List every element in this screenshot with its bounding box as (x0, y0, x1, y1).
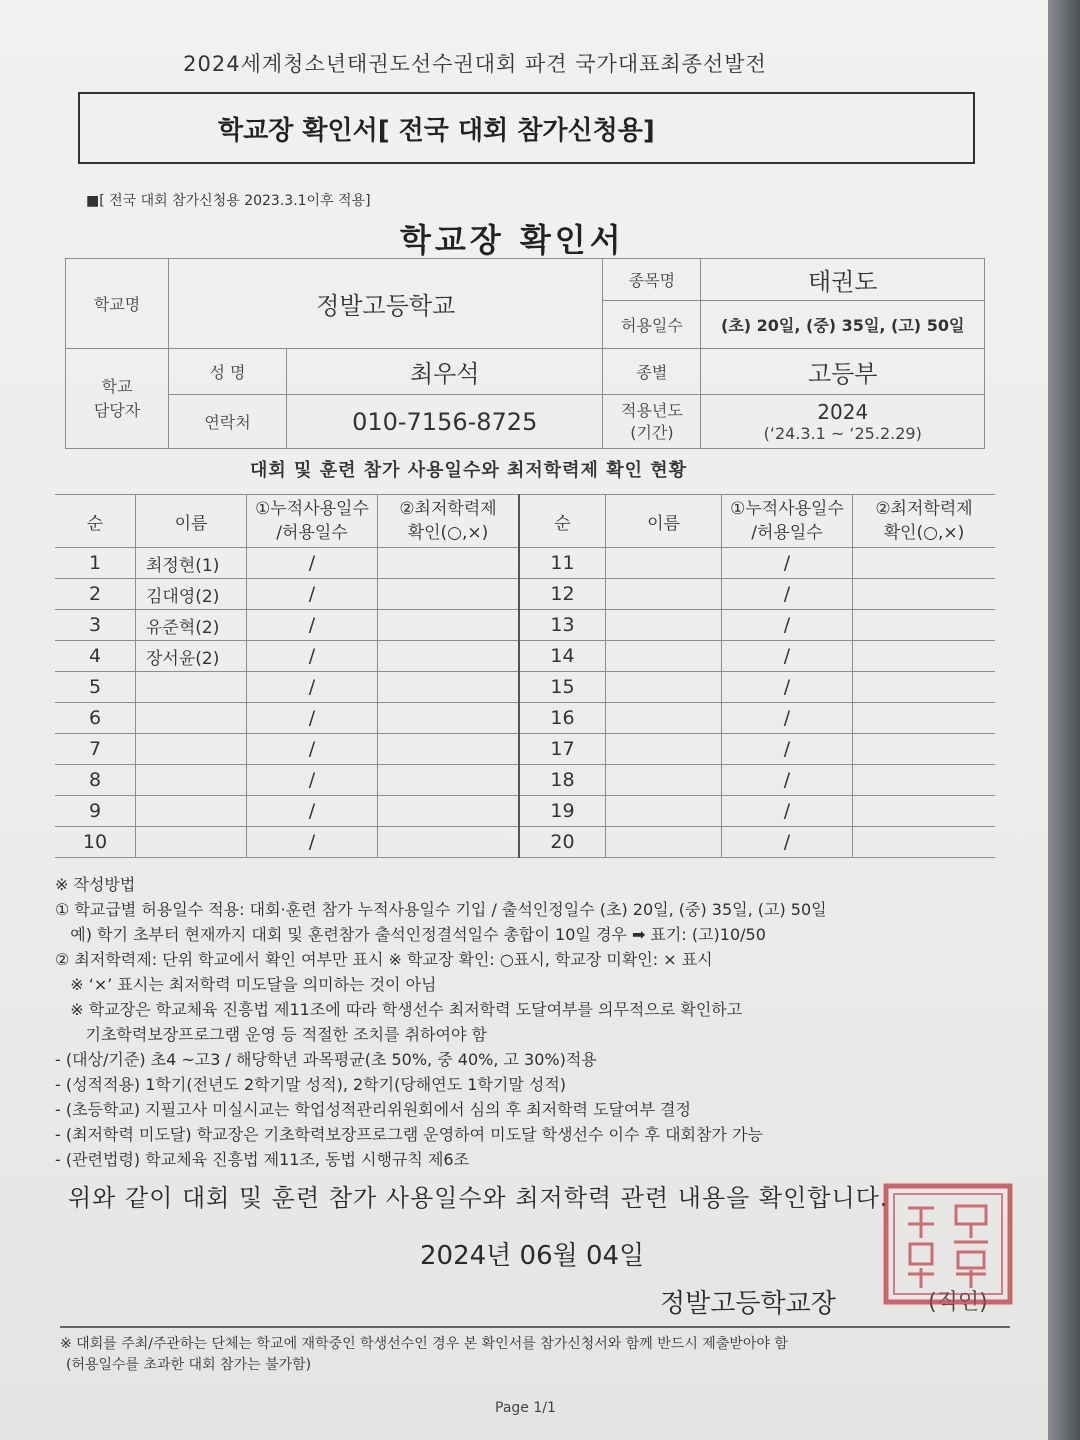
instruction-line: 기초학력보장프로그램 운영 등 적절한 조치를 취하여야 함 (55, 1025, 487, 1044)
document-title: 학교장 확인서 (400, 221, 625, 259)
manager-label: 학교 담당자 (66, 349, 169, 449)
row-confirm-right (853, 548, 996, 579)
header-confirm-right: ②최저학력제 확인(○,×) (853, 495, 996, 548)
row-no-right: 11 (519, 548, 606, 579)
allowed-days-label: 허용일수 (603, 301, 701, 349)
school-name-value: 정발고등학교 (169, 259, 603, 349)
footer-note (60, 1326, 1010, 1376)
row-days-right: / (722, 703, 853, 734)
row-confirm-right (853, 734, 996, 765)
participation-table (55, 494, 995, 858)
applicability-note: ■[ 전국 대회 참가신청용 2023.3.1이후 적용] (86, 193, 371, 209)
row-no-left: 2 (55, 579, 136, 610)
instruction-line: 예) 학기 초부터 현재까지 대회 및 훈련참가 출석인정결석일수 총합이 10일 경우 ➡ 표기: (고)10/50 (55, 925, 766, 944)
header-confirm-left: ②최저학력제 확인(○,×) (378, 495, 520, 548)
instruction-line: ※ ‘×’ 표시는 최저학력 미도달을 의미하는 것이 아님 (55, 975, 437, 994)
row-days-right: / (722, 548, 853, 579)
instructions-block (55, 872, 985, 1172)
instruction-line: ※ 학교장은 학교체육 진흥법 제11조에 따라 학생선수 최저학력 도달여부를 의무적으로 확인하고 (55, 1000, 743, 1019)
row-no-right: 12 (519, 579, 606, 610)
row-confirm-left (378, 827, 520, 858)
row-name-left (136, 765, 247, 796)
row-days-left: / (247, 672, 378, 703)
row-no-left: 8 (55, 765, 136, 796)
instruction-line: ※ 작성방법 (55, 875, 136, 894)
row-days-right: / (722, 734, 853, 765)
row-no-left: 7 (55, 734, 136, 765)
row-days-right: / (722, 827, 853, 858)
row-no-left: 6 (55, 703, 136, 734)
row-no-right: 15 (519, 672, 606, 703)
row-name-left (136, 734, 247, 765)
row-days-left: / (247, 579, 378, 610)
instruction-line: - (초등학교) 지필고사 미실시교는 학업성적관리위원회에서 심의 후 최저학력 도달여부 결정 (55, 1100, 691, 1119)
table-row (55, 827, 995, 858)
row-confirm-left (378, 703, 520, 734)
row-days-right: / (722, 765, 853, 796)
row-days-left: / (247, 827, 378, 858)
row-confirm-left (378, 579, 520, 610)
row-no-left: 4 (55, 641, 136, 672)
division-label: 종별 (603, 349, 701, 395)
row-name-left: 유준혁(2) (136, 610, 247, 641)
row-confirm-right (853, 703, 996, 734)
table-row (55, 734, 995, 765)
row-name-left (136, 703, 247, 734)
school-info-table (65, 258, 985, 449)
header-name-left: 이름 (136, 495, 247, 548)
table-row (55, 579, 995, 610)
row-days-left: / (247, 796, 378, 827)
instruction-line: - (성적적용) 1학기(전년도 2학기말 성적), 2학기(당해연도 1학기말 성적) (55, 1075, 567, 1094)
table-row (55, 672, 995, 703)
instruction-line: - (최저학력 미도달) 학교장은 기초학력보장프로그램 운영하여 미도달 학생선수 이수 후 대회참가 가능 (55, 1125, 763, 1144)
table-row (55, 765, 995, 796)
row-name-left (136, 827, 247, 858)
row-days-left: / (247, 703, 378, 734)
row-name-right (606, 827, 722, 858)
competition-title: 2024세계청소년태권도선수권대회 파견 국가대표최종선발전 (183, 52, 767, 76)
official-seal-stamp (878, 1180, 1018, 1308)
row-confirm-left (378, 796, 520, 827)
row-no-left: 10 (55, 827, 136, 858)
row-no-left: 1 (55, 548, 136, 579)
instruction-line: ① 학교급별 허용일수 적용: 대회·훈련 참가 누적사용일수 기입 / 출석인정일수 (초) 20일, (중) 35일, (고) 50일 (55, 900, 827, 919)
row-confirm-right (853, 641, 996, 672)
row-name-right (606, 703, 722, 734)
banner-title: 학교장 확인서[ 전국 대회 참가신청용] (218, 116, 655, 146)
row-name-left (136, 672, 247, 703)
header-no-left: 순 (55, 495, 136, 548)
row-confirm-left (378, 641, 520, 672)
table-body (55, 548, 995, 858)
header-days-left: ①누적사용일수 /허용일수 (247, 495, 378, 548)
year-cell (701, 395, 985, 449)
manager-name-value: 최우석 (287, 349, 603, 395)
row-name-right (606, 610, 722, 641)
row-no-right: 18 (519, 765, 606, 796)
year-label: 적용년도 (기간) (603, 395, 701, 449)
seal-label: (직인) (928, 1290, 988, 1315)
row-name-right (606, 641, 722, 672)
allowed-days-value: (초) 20일, (중) 35일, (고) 50일 (701, 301, 985, 349)
page-number: Page 1/1 (495, 1400, 556, 1416)
footer-line: ※ 대회를 주최/주관하는 단체는 학교에 재학중인 학생선수인 경우 본 확인서를 참가신청서와 함께 반드시 제출받아야 함 (60, 1336, 788, 1352)
instruction-line: - (관련법령) 학교체육 진흥법 제11조, 동법 시행규칙 제6조 (55, 1150, 470, 1169)
status-title: 대회 및 훈련 참가 사용일수와 최저학력제 확인 현황 (250, 460, 688, 481)
row-name-right (606, 672, 722, 703)
contact-label: 연락처 (169, 395, 287, 449)
row-confirm-left (378, 765, 520, 796)
row-days-left: / (247, 734, 378, 765)
row-name-right (606, 765, 722, 796)
table-row (55, 641, 995, 672)
row-days-left: / (247, 548, 378, 579)
period-value: (‘24.3.1 ~ ‘25.2.29) (763, 424, 922, 443)
row-name-left: 김대영(2) (136, 579, 247, 610)
row-no-right: 16 (519, 703, 606, 734)
row-no-right: 17 (519, 734, 606, 765)
row-no-left: 5 (55, 672, 136, 703)
instruction-line: ② 최저학력제: 단위 학교에서 확인 여부만 표시 ※ 학교장 확인: ○표시, 학교장 미확인: × 표시 (55, 950, 713, 969)
table-row (55, 796, 995, 827)
row-no-right: 13 (519, 610, 606, 641)
instruction-line: - (대상/기준) 초4 ~고3 / 해당학년 과목평균(초 50%, 중 40%, 고 30%)적용 (55, 1050, 597, 1069)
row-confirm-right (853, 672, 996, 703)
table-row (55, 610, 995, 641)
row-days-left: / (247, 765, 378, 796)
row-days-left: / (247, 610, 378, 641)
row-name-left (136, 796, 247, 827)
footer-line: (허용일수를 초과한 대회 참가는 불가함) (66, 1357, 312, 1373)
table-header-row (55, 495, 995, 548)
row-no-left: 9 (55, 796, 136, 827)
row-days-left: / (247, 641, 378, 672)
row-name-right (606, 548, 722, 579)
principal-name: 정발고등학교장 (660, 1289, 836, 1319)
row-confirm-right (853, 827, 996, 858)
row-confirm-right (853, 796, 996, 827)
row-no-left: 3 (55, 610, 136, 641)
row-days-right: / (722, 579, 853, 610)
row-days-right: / (722, 641, 853, 672)
event-label: 종목명 (603, 259, 701, 301)
row-days-right: / (722, 672, 853, 703)
table-row (55, 548, 995, 579)
year-value: 2024 (817, 400, 869, 424)
header-name-right: 이름 (606, 495, 722, 548)
header-days-right: ①누적사용일수 /허용일수 (722, 495, 853, 548)
row-days-right: / (722, 610, 853, 641)
row-no-right: 20 (519, 827, 606, 858)
header-no-right: 순 (519, 495, 606, 548)
row-no-right: 19 (519, 796, 606, 827)
row-confirm-left (378, 548, 520, 579)
division-value: 고등부 (701, 349, 985, 395)
row-name-left: 장서윤(2) (136, 641, 247, 672)
contact-value: 010-7156-8725 (287, 395, 603, 449)
event-value: 태권도 (701, 259, 985, 301)
row-name-right (606, 796, 722, 827)
confirmation-statement: 위와 같이 대회 및 훈련 참가 사용일수와 최저학력 관련 내용을 확인합니다. (68, 1184, 889, 1212)
row-confirm-right (853, 765, 996, 796)
row-confirm-right (853, 579, 996, 610)
row-days-right: / (722, 796, 853, 827)
manager-name-label: 성 명 (169, 349, 287, 395)
background-surface (1048, 0, 1080, 1440)
school-name-label: 학교명 (66, 259, 169, 349)
row-no-right: 14 (519, 641, 606, 672)
row-confirm-right (853, 610, 996, 641)
row-name-right (606, 579, 722, 610)
row-name-right (606, 734, 722, 765)
table-row (55, 703, 995, 734)
issue-date: 2024년 06월 04일 (420, 1241, 645, 1271)
row-confirm-left (378, 610, 520, 641)
row-name-left: 최정현(1) (136, 548, 247, 579)
row-confirm-left (378, 672, 520, 703)
row-confirm-left (378, 734, 520, 765)
